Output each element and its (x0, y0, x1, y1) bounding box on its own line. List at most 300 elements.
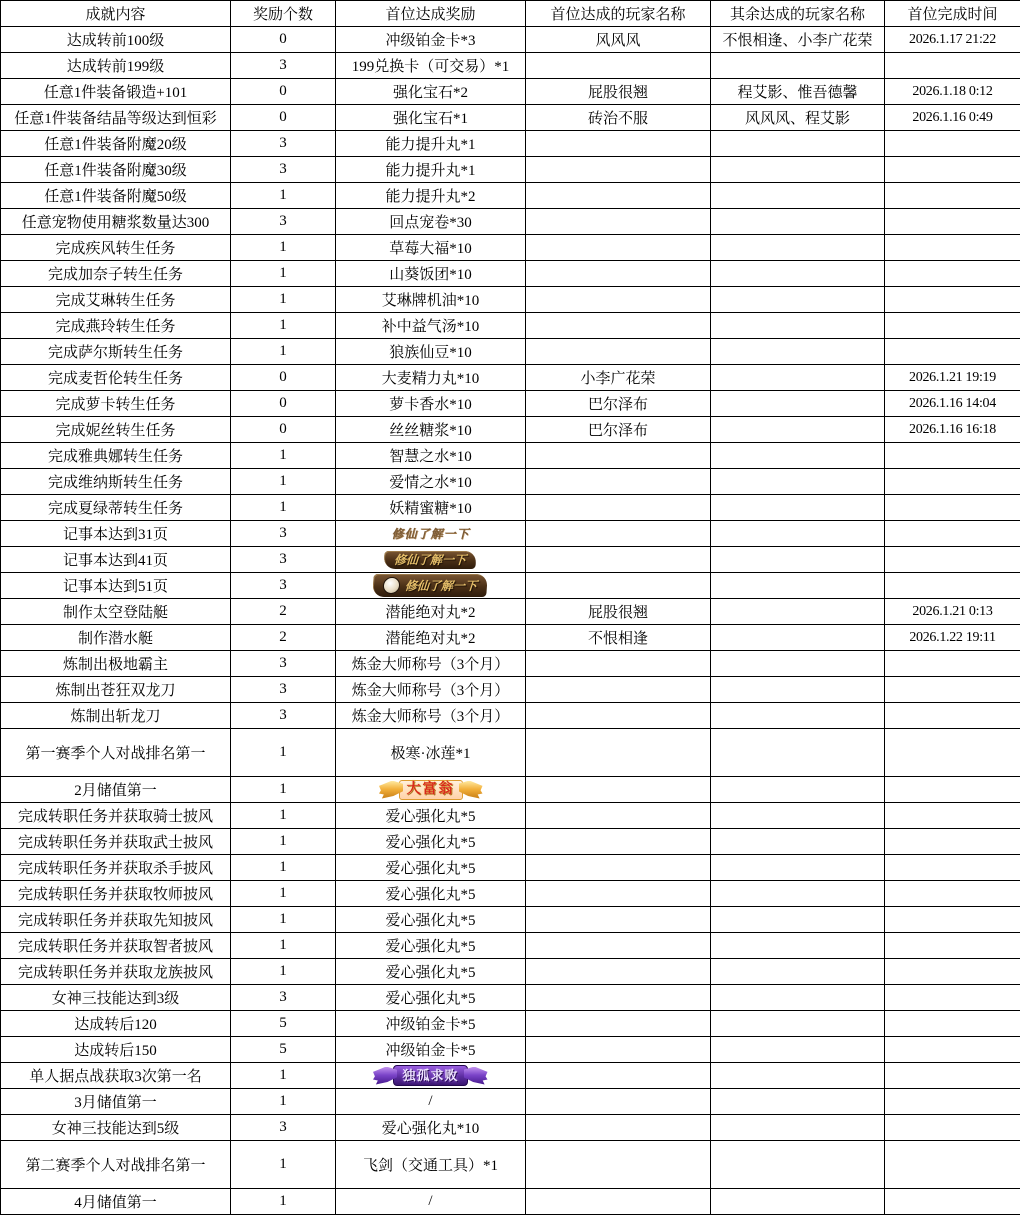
cell-first-reward: / (336, 1089, 526, 1115)
table-row (1, 959, 1020, 985)
cell-first-time: 2026.1.17 21:22 (885, 27, 1020, 53)
cell-first-time (885, 1011, 1020, 1037)
cell-first-reward: 爱心强化丸*5 (336, 985, 526, 1011)
cell-first-time (885, 495, 1020, 521)
cell-first-player (526, 1011, 711, 1037)
cell-other-players (711, 1141, 885, 1189)
cell-first-time (885, 53, 1020, 79)
cell-reward-count: 3 (231, 521, 336, 547)
table-row (1, 157, 1020, 183)
cell-first-reward (336, 573, 526, 599)
table-row (1, 907, 1020, 933)
cell-first-time (885, 933, 1020, 959)
cell-reward-count: 3 (231, 131, 336, 157)
cell-first-reward: 爱心强化丸*5 (336, 829, 526, 855)
cell-achievement: 第二赛季个人对战排名第一 (1, 1141, 231, 1189)
cell-first-player (526, 1037, 711, 1063)
cell-achievement: 2月储值第一 (1, 777, 231, 803)
face-icon (383, 577, 401, 594)
column-header-first_player: 首位达成的玩家名称 (526, 1, 711, 27)
cell-first-reward: 爱心强化丸*5 (336, 933, 526, 959)
cell-achievement: 任意1件装备结晶等级达到恒彩 (1, 105, 231, 131)
cell-other-players: 不恨相逢、小李广花荣 (711, 27, 885, 53)
cell-other-players (711, 547, 885, 573)
cell-achievement: 完成转职任务并获取龙族披风 (1, 959, 231, 985)
cell-first-time (885, 339, 1020, 365)
cell-first-player (526, 443, 711, 469)
cell-achievement: 完成转职任务并获取牧师披风 (1, 881, 231, 907)
cell-achievement: 第一赛季个人对战排名第一 (1, 729, 231, 777)
cell-first-reward: 199兑换卡（可交易）*1 (336, 53, 526, 79)
cell-other-players (711, 729, 885, 777)
cell-first-reward: 炼金大师称号（3个月） (336, 677, 526, 703)
table-row (1, 1063, 1020, 1089)
cell-first-reward: 智慧之水*10 (336, 443, 526, 469)
cell-other-players (711, 391, 885, 417)
table-row (1, 881, 1020, 907)
table-row (1, 235, 1020, 261)
cell-first-player: 砖治不服 (526, 105, 711, 131)
cell-other-players (711, 599, 885, 625)
cell-first-time (885, 959, 1020, 985)
cell-first-time (885, 803, 1020, 829)
table-row (1, 313, 1020, 339)
cell-achievement: 单人据点战获取3次第一名 (1, 1063, 231, 1089)
cell-other-players (711, 365, 885, 391)
table-row (1, 829, 1020, 855)
table-row (1, 391, 1020, 417)
column-header-achievement: 成就内容 (1, 1, 231, 27)
cell-first-time: 2026.1.18 0:12 (885, 79, 1020, 105)
cell-first-player: 巴尔泽布 (526, 417, 711, 443)
cell-first-player (526, 1189, 711, 1215)
cell-reward-count: 1 (231, 855, 336, 881)
cell-first-reward: 冲级铂金卡*5 (336, 1037, 526, 1063)
cell-first-reward: 艾琳牌机油*10 (336, 287, 526, 313)
table-row (1, 651, 1020, 677)
cell-first-reward: 狼族仙豆*10 (336, 339, 526, 365)
cell-other-players (711, 803, 885, 829)
cell-first-time (885, 703, 1020, 729)
cell-reward-count: 1 (231, 829, 336, 855)
table-row (1, 985, 1020, 1011)
cell-other-players (711, 53, 885, 79)
cell-other-players (711, 1011, 885, 1037)
cell-achievement: 记事本达到31页 (1, 521, 231, 547)
table-row (1, 803, 1020, 829)
cell-first-time (885, 1189, 1020, 1215)
cell-first-player: 风风风 (526, 27, 711, 53)
cell-reward-count: 1 (231, 1063, 336, 1089)
cell-other-players (711, 261, 885, 287)
cell-first-time (885, 1037, 1020, 1063)
cell-first-player (526, 829, 711, 855)
cell-first-time (885, 907, 1020, 933)
cell-first-time (885, 985, 1020, 1011)
cell-achievement: 完成加奈子转生任务 (1, 261, 231, 287)
cell-first-time (885, 1141, 1020, 1189)
table-row (1, 105, 1020, 131)
cell-first-time (885, 131, 1020, 157)
cell-first-reward: 冲级铂金卡*3 (336, 27, 526, 53)
cell-reward-count: 0 (231, 417, 336, 443)
cell-achievement: 女神三技能达到3级 (1, 985, 231, 1011)
cell-other-players (711, 157, 885, 183)
cell-first-player: 屁股很翘 (526, 599, 711, 625)
cell-first-time (885, 729, 1020, 777)
cell-first-player (526, 1115, 711, 1141)
cell-other-players (711, 777, 885, 803)
cell-reward-count: 0 (231, 79, 336, 105)
cell-first-reward: 回点宠卷*30 (336, 209, 526, 235)
cell-other-players (711, 855, 885, 881)
cell-first-time (885, 881, 1020, 907)
cell-reward-count: 1 (231, 495, 336, 521)
column-header-reward: 首位达成奖励 (336, 1, 526, 27)
cell-first-player (526, 855, 711, 881)
cell-achievement: 任意1件装备附魔20级 (1, 131, 231, 157)
cell-reward-count: 3 (231, 157, 336, 183)
cell-achievement: 完成萝卡转生任务 (1, 391, 231, 417)
cell-reward-count: 1 (231, 235, 336, 261)
cell-first-player: 小李广花荣 (526, 365, 711, 391)
cell-achievement: 完成燕玲转生任务 (1, 313, 231, 339)
cell-reward-count: 2 (231, 599, 336, 625)
cell-achievement: 完成转职任务并获取先知披风 (1, 907, 231, 933)
cell-achievement: 完成萨尔斯转生任务 (1, 339, 231, 365)
cell-achievement: 完成转职任务并获取骑士披风 (1, 803, 231, 829)
cell-reward-count: 1 (231, 443, 336, 469)
cell-other-players (711, 495, 885, 521)
cell-first-reward: 飞剑（交通工具）*1 (336, 1141, 526, 1189)
cell-first-time (885, 261, 1020, 287)
cell-first-reward: 极寒·冰莲*1 (336, 729, 526, 777)
cell-first-time (885, 469, 1020, 495)
table-row (1, 1115, 1020, 1141)
cell-other-players (711, 417, 885, 443)
cell-first-time (885, 287, 1020, 313)
cell-achievement: 完成转职任务并获取杀手披风 (1, 855, 231, 881)
cell-first-time (885, 1063, 1020, 1089)
cell-first-reward: 潜能绝对丸*2 (336, 599, 526, 625)
cell-achievement: 任意1件装备附魔50级 (1, 183, 231, 209)
cell-first-player (526, 157, 711, 183)
cell-first-player: 不恨相逢 (526, 625, 711, 651)
cell-first-reward (336, 777, 526, 803)
cell-first-reward: 大麦精力丸*10 (336, 365, 526, 391)
table-row (1, 365, 1020, 391)
cell-achievement: 完成疾风转生任务 (1, 235, 231, 261)
cell-other-players (711, 985, 885, 1011)
cell-first-time (885, 651, 1020, 677)
cell-first-reward: 强化宝石*2 (336, 79, 526, 105)
cell-first-player (526, 1141, 711, 1189)
cell-first-player (526, 313, 711, 339)
cell-first-player: 屁股很翘 (526, 79, 711, 105)
cell-first-reward: 爱心强化丸*5 (336, 881, 526, 907)
cell-first-player (526, 881, 711, 907)
cell-reward-count: 3 (231, 547, 336, 573)
title-badge-dafuweng (379, 780, 483, 800)
cell-reward-count: 3 (231, 53, 336, 79)
table-row (1, 209, 1020, 235)
cell-achievement: 4月储值第一 (1, 1189, 231, 1215)
table-row (1, 547, 1020, 573)
cell-reward-count: 1 (231, 959, 336, 985)
cell-first-time: 2026.1.16 0:49 (885, 105, 1020, 131)
cell-reward-count: 0 (231, 365, 336, 391)
cell-first-player (526, 495, 711, 521)
cell-other-players (711, 1089, 885, 1115)
cell-reward-count: 1 (231, 339, 336, 365)
table-row (1, 521, 1020, 547)
table-row (1, 599, 1020, 625)
cell-reward-count: 1 (231, 261, 336, 287)
badge-text: 大富翁 (399, 780, 463, 800)
column-header-other_players: 其余达成的玩家名称 (711, 1, 885, 27)
table-row (1, 261, 1020, 287)
cell-achievement: 达成转前199级 (1, 53, 231, 79)
cell-achievement: 炼制出斩龙刀 (1, 703, 231, 729)
cell-reward-count: 1 (231, 777, 336, 803)
badge-text: 修仙了解一下 (404, 578, 478, 593)
cell-other-players (711, 1063, 885, 1089)
cell-first-time (885, 313, 1020, 339)
cell-first-reward: 潜能绝对丸*2 (336, 625, 526, 651)
cell-reward-count: 3 (231, 985, 336, 1011)
cell-first-reward: 爱心强化丸*5 (336, 855, 526, 881)
cell-first-player (526, 933, 711, 959)
cell-reward-count: 3 (231, 573, 336, 599)
cell-reward-count: 5 (231, 1037, 336, 1063)
cell-other-players (711, 1115, 885, 1141)
cell-other-players (711, 829, 885, 855)
cell-reward-count: 1 (231, 803, 336, 829)
cell-achievement: 达成转前100级 (1, 27, 231, 53)
cell-other-players (711, 339, 885, 365)
cell-reward-count: 1 (231, 1189, 336, 1215)
cell-first-reward: 山葵饭团*10 (336, 261, 526, 287)
cell-reward-count: 0 (231, 391, 336, 417)
cell-first-reward: 妖精蜜糖*10 (336, 495, 526, 521)
cell-other-players (711, 625, 885, 651)
cell-first-player (526, 547, 711, 573)
cell-first-player (526, 907, 711, 933)
cell-first-reward: 丝丝糖浆*10 (336, 417, 526, 443)
cell-reward-count: 1 (231, 183, 336, 209)
cell-achievement: 达成转后150 (1, 1037, 231, 1063)
table-row (1, 777, 1020, 803)
cell-first-time (885, 1115, 1020, 1141)
cell-first-reward: 爱心强化丸*10 (336, 1115, 526, 1141)
cell-achievement: 炼制出极地霸主 (1, 651, 231, 677)
cell-first-player (526, 777, 711, 803)
title-badge-xiuxian-plate: 修仙了解一下 (384, 551, 477, 569)
cell-achievement: 完成转职任务并获取智者披风 (1, 933, 231, 959)
cell-first-time (885, 829, 1020, 855)
table-row (1, 183, 1020, 209)
cell-first-time (885, 443, 1020, 469)
table-row (1, 855, 1020, 881)
cell-achievement: 任意1件装备锻造+101 (1, 79, 231, 105)
cell-reward-count: 3 (231, 1115, 336, 1141)
cell-reward-count: 3 (231, 651, 336, 677)
cell-first-reward: 爱心强化丸*5 (336, 803, 526, 829)
cell-first-time (885, 1089, 1020, 1115)
table-row (1, 1037, 1020, 1063)
table-row (1, 443, 1020, 469)
header-row (1, 1, 1020, 27)
cell-achievement: 任意宠物使用糖浆数量达300 (1, 209, 231, 235)
table-row (1, 677, 1020, 703)
cell-first-reward: 爱心强化丸*5 (336, 959, 526, 985)
table-row (1, 27, 1020, 53)
cell-reward-count: 0 (231, 27, 336, 53)
cell-first-time (885, 677, 1020, 703)
cell-first-player (526, 521, 711, 547)
cell-first-reward (336, 1063, 526, 1089)
cell-reward-count: 0 (231, 105, 336, 131)
cell-first-reward: 炼金大师称号（3个月） (336, 651, 526, 677)
cell-reward-count: 1 (231, 469, 336, 495)
cell-achievement: 女神三技能达到5级 (1, 1115, 231, 1141)
cell-reward-count: 2 (231, 625, 336, 651)
cell-first-reward: / (336, 1189, 526, 1215)
cell-first-player (526, 235, 711, 261)
cell-first-player (526, 1089, 711, 1115)
cell-reward-count: 3 (231, 703, 336, 729)
cell-first-player (526, 469, 711, 495)
cell-first-time (885, 235, 1020, 261)
cell-other-players (711, 703, 885, 729)
table-row (1, 469, 1020, 495)
cell-first-reward: 爱心强化丸*5 (336, 907, 526, 933)
table-row (1, 131, 1020, 157)
cell-other-players (711, 933, 885, 959)
cell-first-reward: 炼金大师称号（3个月） (336, 703, 526, 729)
cell-reward-count: 1 (231, 1089, 336, 1115)
table-body (1, 27, 1020, 1215)
cell-first-time: 2026.1.16 14:04 (885, 391, 1020, 417)
cell-other-players (711, 1189, 885, 1215)
cell-first-reward: 补中益气汤*10 (336, 313, 526, 339)
table-row (1, 1011, 1020, 1037)
cell-first-time (885, 157, 1020, 183)
cell-other-players (711, 313, 885, 339)
table-row (1, 417, 1020, 443)
cell-achievement: 完成麦哲伦转生任务 (1, 365, 231, 391)
cell-achievement: 记事本达到41页 (1, 547, 231, 573)
cell-first-player (526, 183, 711, 209)
cell-first-time (885, 521, 1020, 547)
cell-first-reward: 能力提升丸*1 (336, 131, 526, 157)
cell-other-players (711, 209, 885, 235)
cell-first-player (526, 287, 711, 313)
cell-first-reward: 草莓大福*10 (336, 235, 526, 261)
title-badge-dugu-qiubai (373, 1065, 487, 1086)
cell-first-player (526, 985, 711, 1011)
cell-other-players (711, 573, 885, 599)
cell-first-time: 2026.1.21 19:19 (885, 365, 1020, 391)
table-row (1, 495, 1020, 521)
cell-first-player (526, 573, 711, 599)
cell-first-player (526, 261, 711, 287)
cell-other-players (711, 677, 885, 703)
cell-achievement: 制作潜水艇 (1, 625, 231, 651)
cell-reward-count: 3 (231, 677, 336, 703)
table-row (1, 933, 1020, 959)
cell-reward-count: 1 (231, 313, 336, 339)
cell-other-players (711, 651, 885, 677)
cell-first-reward: 爱情之水*10 (336, 469, 526, 495)
cell-other-players (711, 183, 885, 209)
cell-achievement: 达成转后120 (1, 1011, 231, 1037)
cell-first-time (885, 777, 1020, 803)
cell-achievement: 炼制出苍狂双龙刀 (1, 677, 231, 703)
title-badge-xiuxian-text: 修仙了解一下 (391, 526, 470, 541)
cell-first-time (885, 855, 1020, 881)
cell-achievement: 完成雅典娜转生任务 (1, 443, 231, 469)
cell-first-player (526, 651, 711, 677)
cell-other-players (711, 131, 885, 157)
cell-other-players (711, 287, 885, 313)
column-header-count: 奖励个数 (231, 1, 336, 27)
table-row (1, 573, 1020, 599)
cell-first-player (526, 339, 711, 365)
cell-reward-count: 1 (231, 287, 336, 313)
table-row (1, 729, 1020, 777)
cell-first-reward (336, 547, 526, 573)
cell-first-time: 2026.1.16 16:18 (885, 417, 1020, 443)
cell-first-player (526, 677, 711, 703)
table-row (1, 625, 1020, 651)
cell-other-players: 风风风、程艾影 (711, 105, 885, 131)
cell-first-time: 2026.1.22 19:11 (885, 625, 1020, 651)
cell-first-reward (336, 521, 526, 547)
table-row (1, 339, 1020, 365)
title-badge-xiuxian-face (373, 574, 489, 597)
cell-achievement: 完成维纳斯转生任务 (1, 469, 231, 495)
cell-other-players (711, 443, 885, 469)
cell-first-player (526, 1063, 711, 1089)
cell-other-players (711, 959, 885, 985)
table-row (1, 703, 1020, 729)
cell-first-player (526, 803, 711, 829)
cell-achievement: 完成艾琳转生任务 (1, 287, 231, 313)
table-row (1, 1089, 1020, 1115)
cell-first-player (526, 53, 711, 79)
cell-achievement: 3月储值第一 (1, 1089, 231, 1115)
table-row (1, 53, 1020, 79)
table-row (1, 1189, 1020, 1215)
cell-achievement: 记事本达到51页 (1, 573, 231, 599)
cell-first-player (526, 209, 711, 235)
cell-first-player: 巴尔泽布 (526, 391, 711, 417)
cell-first-player (526, 729, 711, 777)
cell-reward-count: 5 (231, 1011, 336, 1037)
cell-other-players (711, 1037, 885, 1063)
cell-achievement: 完成夏绿蒂转生任务 (1, 495, 231, 521)
cell-reward-count: 1 (231, 729, 336, 777)
cell-reward-count: 3 (231, 209, 336, 235)
badge-text: 独孤求败 (393, 1065, 467, 1086)
cell-other-players (711, 521, 885, 547)
cell-reward-count: 1 (231, 907, 336, 933)
cell-achievement: 完成转职任务并获取武士披风 (1, 829, 231, 855)
cell-first-reward: 冲级铂金卡*5 (336, 1011, 526, 1037)
cell-reward-count: 1 (231, 1141, 336, 1189)
cell-other-players (711, 907, 885, 933)
